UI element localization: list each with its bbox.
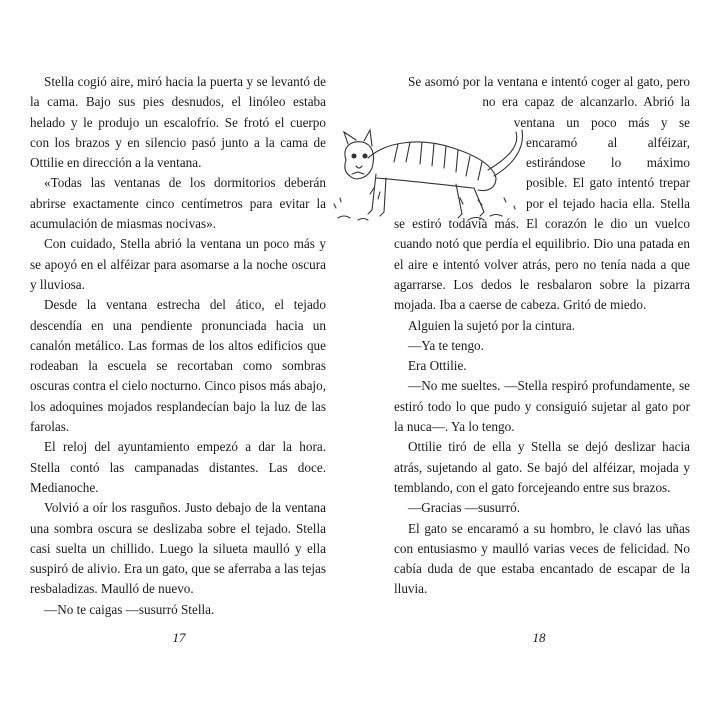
paragraph: Se asomó por la ventana e intentó coger al gato, pero no era capaz de alcanzarlo. Abrió la ventana un poco más y se encaramó al alféizar, estirándose lo máximo posible. El gato intentó trepar por el tejado hacia ella. Stella se estiró todavía más. El corazón le dio un vuelco cuando notó que perdía el equilibrio. Dio una patada en el aire e intentó volver atrás, pero no tenía nada a que agarrarse. Los dedos le resbalaron sobre la pizarra mojada. Iba a caerse de cabeza. Gritó de miedo. <box>394 74 690 313</box>
paragraph: Era Ottilie. <box>408 358 467 374</box>
paragraph: El gato se encaramó a su hombro, le clavó las uñas con entusiasmo y maulló varias veces de felicidad. No cabía duda de que estaba encantado de escapar de la lluvia. <box>394 520 690 597</box>
right-page <box>394 72 690 600</box>
paragraph: Desde la ventana estrecha del ático, el tejado descendía en una pendiente pronunciada hacia un canalón metálico. Las formas de los altos edificios que rodeaban la escuela se recortaban como sombras oscuras contra el cielo nocturno. Cinco pisos más abajo, los adoquines mojados resplandecían bajo la luz de las farolas. <box>30 297 326 435</box>
left-page <box>30 72 326 620</box>
paragraph: —No te caigas —susurró Stella. <box>44 601 215 617</box>
paragraph: —Ya te tengo. <box>408 337 484 353</box>
paragraph: Ottilie tiró de ella y Stella se dejó deslizar hacia atrás, sujetando al gato. Se bajó del alféizar, mojada y temblando, con el gato forcejeando entre sus brazos. <box>394 439 690 495</box>
paragraph: —Gracias —susurró. <box>408 500 521 516</box>
paragraph: «Todas las ventanas de los dormitorios deberán abrirse exactamente cinco centímetros para evitar la acumulación de miasmas nocivas». <box>30 175 326 232</box>
paragraph: El reloj del ayuntamiento empezó a dar la hora. Stella contó las campanadas distantes. Las doce. Medianoche. <box>30 439 326 495</box>
paragraph: Volvió a oír los rasguños. Justo debajo de la ventana una sombra oscura se deslizaba sobre el tejado. Stella casi suelta un chillido. Luego la silueta maulló y ella suspiró de alivio. Era un gato, que se aferraba a las tejas resbaladizas. Maulló de nuevo. <box>30 500 326 597</box>
page-number: 18 <box>532 630 546 645</box>
paragraph: Con cuidado, Stella abrió la ventana un poco más y se apoyó en el alféizar para asomarse a la noche oscura y lluviosa. <box>30 236 326 292</box>
page-number: 17 <box>172 630 186 645</box>
paragraph: Alguien la sujetó por la cintura. <box>408 317 575 333</box>
paragraph: —No me sueltes. —Stella respiró profundamente, se estiró todo lo que pudo y consiguió sujetar al gato por la nuca—. Ya lo tengo. <box>394 378 690 435</box>
paragraph: Stella cogió aire, miró hacia la puerta y se levantó de la cama. Bajo sus pies desnudos, el linóleo estaba helado y le produjo un escalofrío. Se frotó el cuerpo con los brazos y en silencio pasó junto a la cama de Ottilie en dirección a la ventana. <box>30 74 326 171</box>
